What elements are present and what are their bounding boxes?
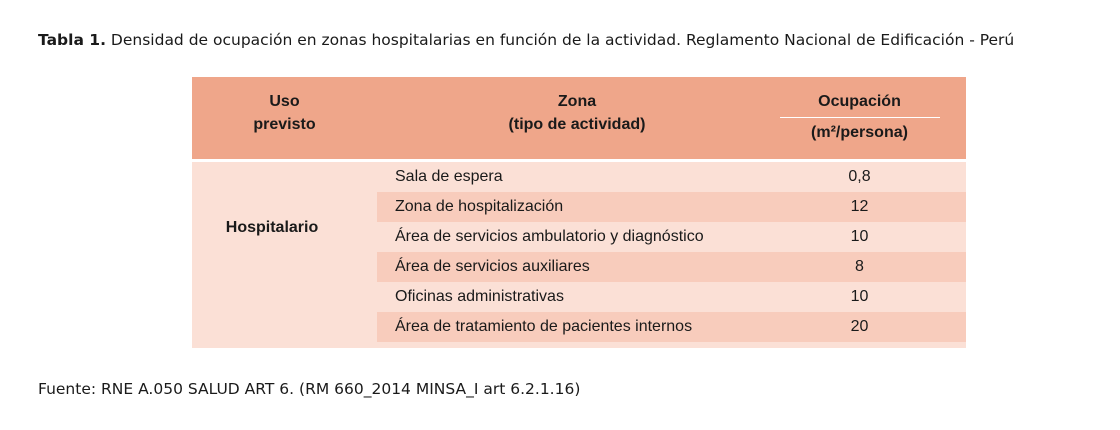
header-ocupacion: Ocupación — [818, 93, 901, 110]
zona-cell: Área de servicios auxiliares — [395, 258, 590, 275]
zona-cell: Sala de espera — [395, 168, 503, 185]
uso-previsto-value: Hospitalario — [225, 219, 319, 236]
ocupacion-cell: 0,8 — [848, 168, 871, 185]
zona-cell: Área de tratamiento de pacientes internos — [395, 318, 693, 335]
table-source: Fuente: RNE A.050 SALUD ART 6. (RM 660_2014 MINSA_I art 6.2.1.16) — [38, 380, 581, 398]
zona-cell: Zona de hospitalización — [395, 198, 564, 215]
header-unit: (m²/persona) — [811, 124, 908, 141]
header-zona-line2: (tipo de actividad) — [508, 116, 646, 133]
table-caption — [38, 31, 1014, 49]
caption-text: Densidad de ocupación en zonas hospitalarias en función de la actividad. Reglamento Nacional de Edificación - Perú — [110, 31, 1015, 49]
header-uso-line1: Uso — [269, 93, 300, 110]
caption-label: Tabla 1. — [38, 31, 106, 49]
header-zona-line1: Zona — [557, 93, 597, 110]
ocupacion-cell: 12 — [850, 198, 869, 215]
ocupacion-cell: 10 — [850, 228, 869, 245]
header-zona — [377, 90, 777, 136]
occupancy-table — [192, 77, 966, 430]
zona-cell: Oficinas administrativas — [395, 288, 564, 305]
table-header — [192, 77, 966, 162]
header-uso-previsto — [192, 90, 377, 136]
ocupacion-cell: 20 — [850, 318, 869, 335]
uso-previsto-cell — [192, 162, 377, 348]
header-divider — [780, 117, 940, 118]
ocupacion-cell: 8 — [855, 258, 864, 275]
ocupacion-cell: 10 — [850, 288, 869, 305]
header-uso-line2: previsto — [253, 116, 316, 133]
zona-cell: Área de servicios ambulatorio y diagnóstico — [395, 228, 704, 245]
